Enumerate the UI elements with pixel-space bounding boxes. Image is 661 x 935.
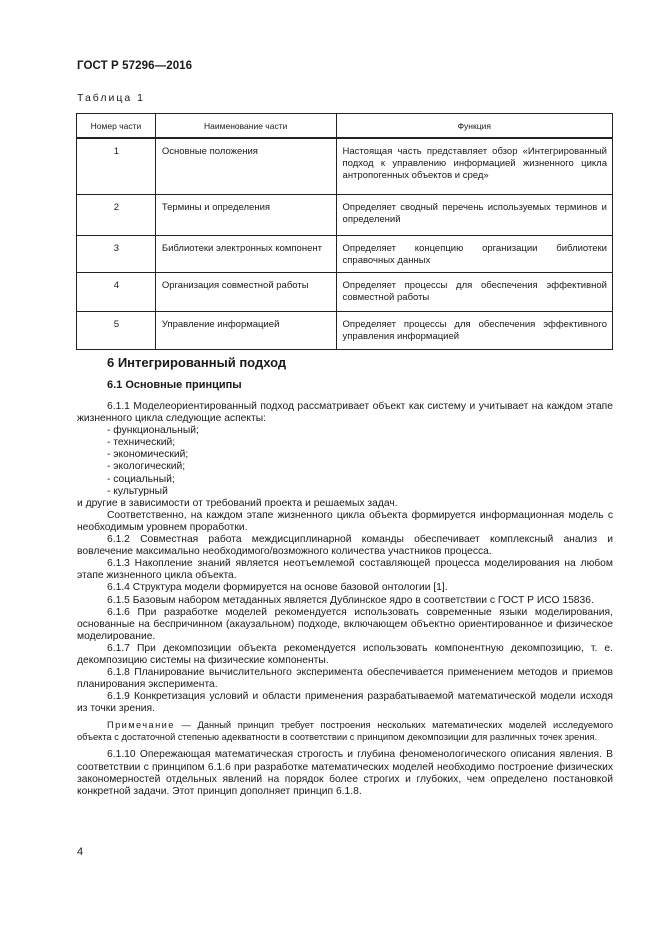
table-row (77, 194, 613, 235)
column-header-number: Номер части (77, 114, 156, 139)
body-text (77, 401, 613, 798)
part-name: Организация совместной работы (155, 272, 336, 311)
paragraph-6-1-5: 6.1.5 Базовым набором метаданных является Дублинское ядро в соответствии с ГОСТ Р ИСО 15836. (107, 594, 594, 606)
column-header-function: Функция (336, 114, 612, 139)
aspect-list-item: - экономический; (107, 449, 189, 461)
part-function: Настоящая часть представляет обзор «Интегрированный подход к управлению информацией жизненного цикла антропогенных объектов и сред» (336, 138, 612, 194)
table-row (77, 235, 613, 272)
paragraph-6-1-2: 6.1.2 Совместная работа междисциплинарной команды обеспечивает комплексный анализ и вовлечение максимально необходимого/возможного количества участников процесса. (77, 534, 613, 558)
part-name: Управление информацией (155, 311, 336, 349)
column-header-name: Наименование части (155, 114, 336, 139)
part-function: Определяет процессы для обеспечения эффективного управления информацией (336, 311, 612, 349)
part-number: 5 (77, 311, 156, 349)
part-number: 4 (77, 272, 156, 311)
paragraph-6-1-1-tail: и другие в зависимости от требований проекта и решаемых задач. (77, 497, 398, 509)
page-number: 4 (77, 846, 84, 858)
aspect-list-item: - функциональный; (107, 425, 199, 437)
subsection-title: 6.1 Основные принципы (107, 379, 242, 391)
paragraph-6-1-6: 6.1.6 При разработке моделей рекомендуется использовать современные языки моделирования, основанные на беспричинном (акаузальном) подходе, включающем объектно ориентированное и физическое моделирование. (77, 606, 613, 642)
aspect-list-item: - социальный; (107, 473, 175, 485)
aspect-list-item: - культурный (107, 485, 168, 497)
part-name: Библиотеки электронных компонент (155, 235, 336, 272)
parts-table (76, 113, 613, 350)
note-text: — Данный принцип требует построения нескольких математических моделей исследуемого объекта с достаточной степенью адекватности в соответствии с принципом декомпозиции для различных точек зрения. (77, 720, 613, 743)
part-function: Определяет сводный перечень используемых терминов и определений (336, 194, 612, 235)
part-name: Термины и определения (155, 194, 336, 235)
paragraph-6-1-3: 6.1.3 Накопление знаний является неотъемлемой составляющей процесса моделирования на любом этапе жизненного цикла объекта. (77, 558, 613, 582)
table-caption: Таблица 1 (77, 92, 145, 104)
aspect-list-item: - технический; (107, 437, 176, 449)
paragraph-6-1-7: 6.1.7 При декомпозиции объекта рекомендуется использовать компонентную декомпозицию, т. е. декомпозицию системы на физические компоненты. (77, 642, 613, 666)
part-function: Определяет концепцию организации библиотеки справочных данных (336, 235, 612, 272)
part-function: Определяет процессы для обеспечения эффективной совместной работы (336, 272, 612, 311)
table-row (77, 311, 613, 349)
note-label: Примечание (107, 720, 175, 731)
table-row (77, 138, 613, 194)
aspect-list-item: - экологический; (107, 461, 186, 473)
note (77, 719, 613, 743)
paragraph-model: Соответственно, на каждом этапе жизненного цикла объекта формируется информационная модель с необходимым уровнем проработки. (77, 509, 613, 533)
paragraph-6-1-4: 6.1.4 Структура модели формируется на основе базовой онтологии [1]. (107, 582, 448, 594)
part-number: 2 (77, 194, 156, 235)
standard-header: ГОСТ Р 57296—2016 (77, 60, 193, 72)
part-number: 3 (77, 235, 156, 272)
table-row (77, 272, 613, 311)
part-number: 1 (77, 138, 156, 194)
paragraph-6-1-9: 6.1.9 Конкретизация условий и области применения разрабатываемой математической модели исходя из точки зрения. (77, 691, 613, 715)
paragraph-6-1-8: 6.1.8 Планирование вычислительного эксперимента обеспечивается применением методов и приемов планирования эксперимента. (77, 667, 613, 691)
paragraph-6-1-1: 6.1.1 Моделеориентированный подход рассматривает объект как систему и учитывает на каждом этапе жизненного цикла следующие аспекты: (77, 401, 613, 425)
table-header-row (77, 114, 613, 139)
paragraph-6-1-10: 6.1.10 Опережающая математическая строгость и глубина феноменологического описания явления. В соответствии с принципом 6.1.6 при разработке математических моделей необходимо построение физических закономерностей отдельных явлений на порядок более строгих и глубоких, чем определено постановкой конкретной задачи. Этот принцип дополняет принцип 6.1.8. (77, 749, 613, 797)
section-title: 6 Интегрированный подход (107, 355, 287, 370)
part-name: Основные положения (155, 138, 336, 194)
